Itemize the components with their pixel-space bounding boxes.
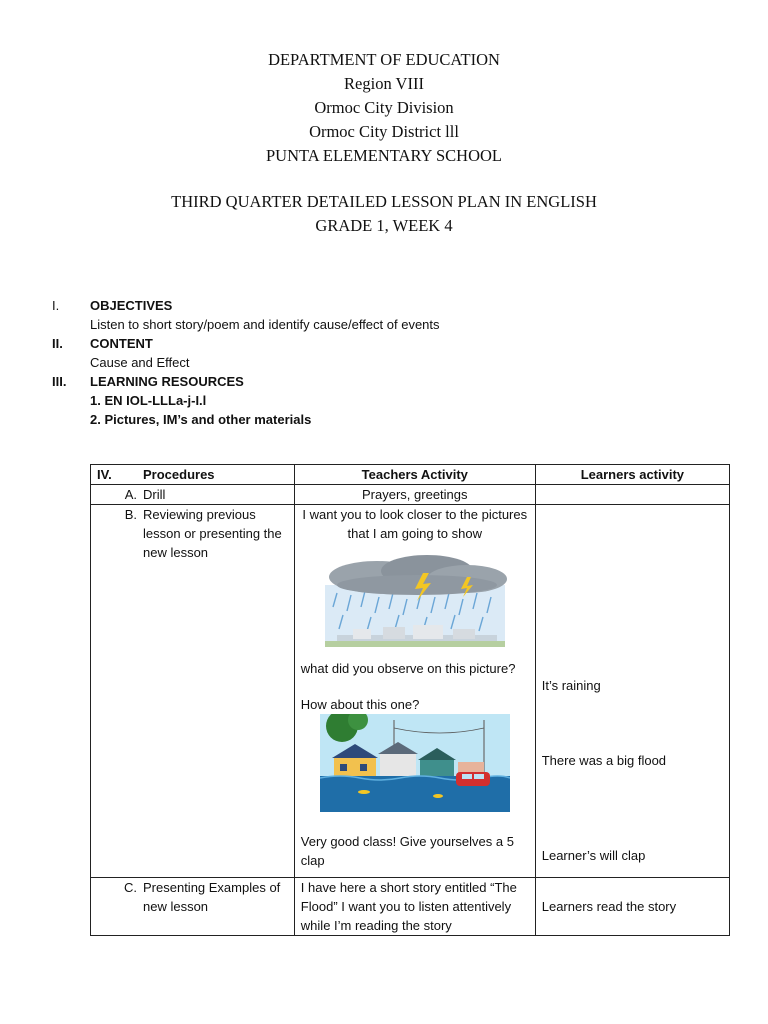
header-school: PUNTA ELEMENTARY SCHOOL (265, 146, 502, 165)
row-letter: B. (124, 507, 137, 522)
resource-item: 2. Pictures, IM’s and other materials (90, 412, 312, 427)
table-row (91, 485, 730, 505)
procedures-number: IV. (97, 467, 112, 482)
section-number: III. (52, 374, 67, 389)
header-division: Ormoc City Division (314, 98, 454, 117)
table-row (91, 878, 730, 936)
row-letter: A. (124, 487, 137, 502)
section-heading-content: CONTENT (90, 336, 153, 351)
flood-picture (320, 714, 510, 812)
rain-storm-picture (317, 555, 513, 653)
teacher-praise: Very good class! Give yourselves a 5 clap (300, 834, 514, 868)
lesson-plan-title: THIRD QUARTER DETAILED LESSON PLAN IN ENGLISH (171, 192, 597, 211)
content-text: Cause and Effect (90, 355, 190, 370)
teacher-activity: I have here a short story entitled “The Flood” I want you to listen attentively while I’m reading the story (294, 878, 535, 936)
teacher-activity: Prayers, greetings (294, 485, 535, 505)
teacher-question-2: How about this one? (300, 697, 420, 712)
header-district: Ormoc City District lll (309, 122, 459, 141)
learner-answer-2: There was a big flood (541, 753, 667, 768)
resource-item: 1. EN IOL-LLLa-j-I.l (90, 393, 207, 408)
table-row (91, 505, 730, 878)
section-heading-learning-resources: LEARNING RESOURCES (90, 374, 244, 389)
teacher-intro: I want you to look closer to the pictures that I am going to show (302, 507, 528, 541)
procedure-label: Reviewing previous lesson or presenting the new lesson (143, 507, 282, 560)
grade-week: GRADE 1, WEEK 4 (315, 216, 453, 235)
teacher-question-1: what did you observe on this picture? (300, 661, 516, 676)
learners-activity-header: Learners activity (535, 465, 729, 485)
procedures-table (90, 464, 730, 936)
header-department: DEPARTMENT OF EDUCATION (268, 50, 500, 69)
procedures-header: Procedures (143, 467, 215, 482)
objectives-text: Listen to short story/poem and identify cause/effect of events (90, 317, 440, 332)
learner-answer-3: Learner’s will clap (541, 848, 646, 863)
row-letter: C. (124, 880, 137, 895)
learner-activity (535, 485, 729, 505)
header-region: Region VIII (344, 74, 424, 93)
procedure-label: Drill (143, 487, 166, 502)
section-heading-objectives: OBJECTIVES (90, 298, 173, 313)
document-header (0, 48, 768, 238)
procedure-label: Presenting Examples of new lesson (143, 880, 281, 914)
lesson-sections (52, 296, 440, 429)
section-number: I. (52, 298, 60, 313)
section-number: II. (52, 336, 63, 351)
learner-activity: Learners read the story (535, 878, 729, 936)
learner-answer-1: It’s raining (541, 678, 601, 693)
teachers-activity-header: Teachers Activity (294, 465, 535, 485)
table-header-row (91, 465, 730, 485)
